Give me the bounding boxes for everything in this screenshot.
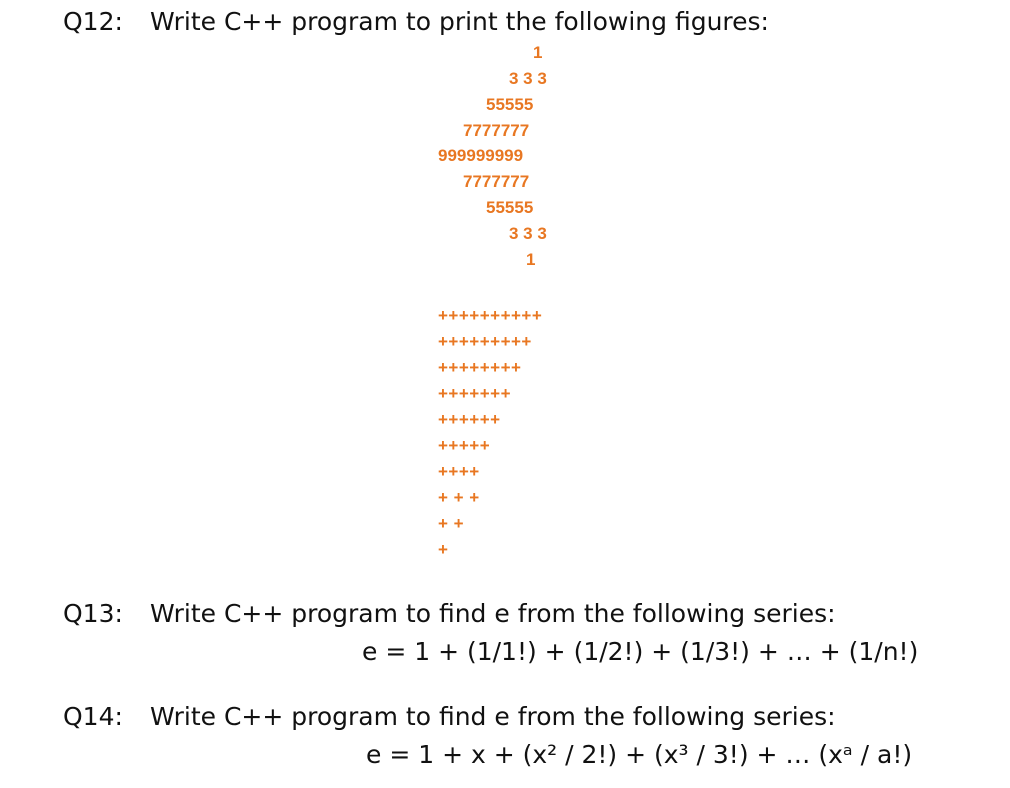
triangle-row: +++++	[438, 436, 491, 455]
diamond-row: 7777777	[463, 172, 530, 191]
triangle-row: ++++++	[438, 410, 501, 429]
triangle-row: +	[438, 540, 449, 559]
q13-formula: e = 1 + (1/1!) + (1/2!) + (1/3!) + … + (1/n!)	[362, 637, 919, 666]
q14-label: Q14:	[63, 702, 123, 731]
q13-label: Q13:	[63, 599, 123, 628]
diamond-row: 3 3 3	[509, 224, 547, 243]
diamond-row: 55555	[486, 95, 534, 114]
triangle-row: ++++	[438, 462, 480, 481]
diamond-row: 7777777	[463, 121, 530, 140]
q13-text: Write C++ program to find e from the following series:	[150, 599, 836, 628]
diamond-row: 3 3 3	[509, 69, 547, 88]
q12-text: Write C++ program to print the following figures:	[150, 7, 769, 36]
q14-text: Write C++ program to find e from the following series:	[150, 702, 836, 731]
q14-formula: e = 1 + x + (x² / 2!) + (x³ / 3!) + … (xᵃ / a!)	[366, 740, 913, 769]
q12-label: Q12:	[63, 7, 123, 36]
triangle-row: +++++++	[438, 384, 511, 403]
triangle-row: + + +	[438, 488, 480, 507]
triangle-row: ++++++++++	[438, 306, 543, 325]
diamond-row: 55555	[486, 198, 534, 217]
diamond-row: 999999999	[438, 146, 524, 165]
diamond-row: 1	[533, 43, 543, 62]
triangle-row: ++++++++	[438, 358, 522, 377]
diamond-row: 1	[526, 250, 536, 269]
triangle-row: +++++++++	[438, 332, 532, 351]
triangle-row: + +	[438, 514, 465, 533]
